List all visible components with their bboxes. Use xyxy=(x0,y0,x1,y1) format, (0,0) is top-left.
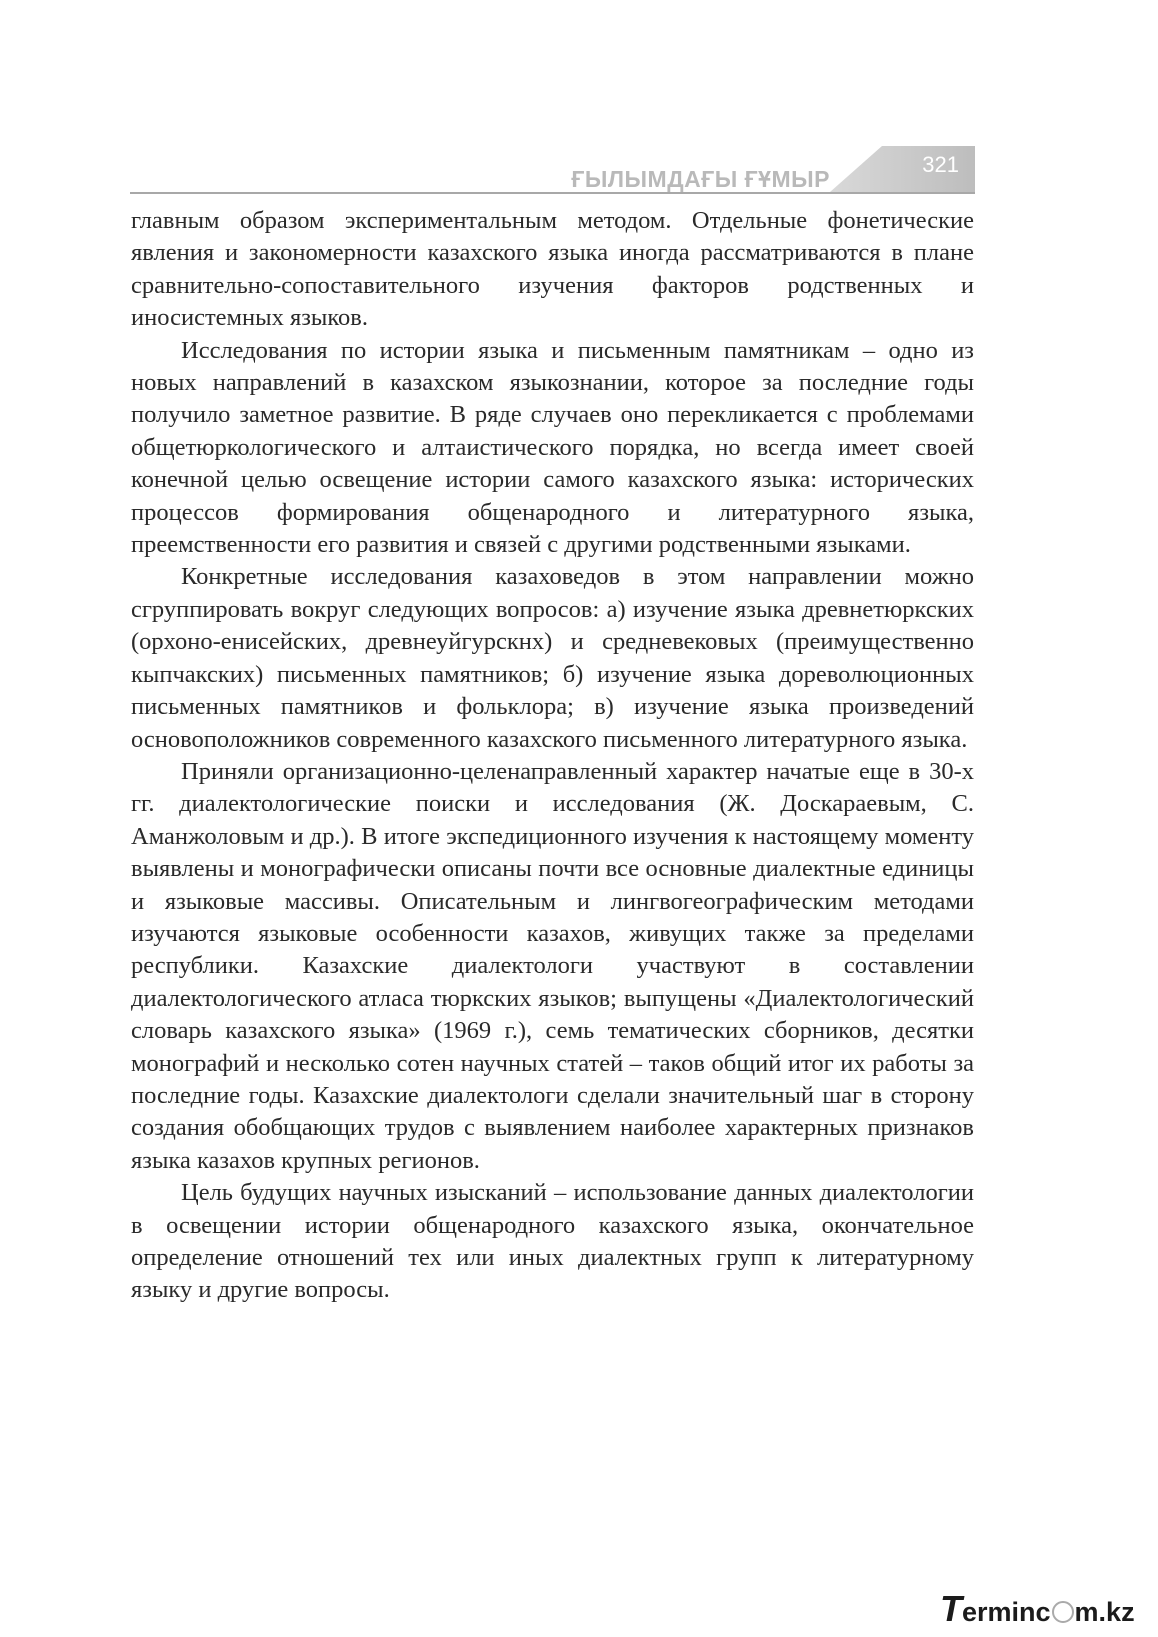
page-number-tab xyxy=(830,146,975,192)
paragraph-4: Приняли организационно-целенаправленный характер начатые еще в 30-х гг. диалектологические поиски и исследования (Ж. Доскараевым, С. Аманжоловым и др.). В итоге экспедиционного изучения к настоящему моменту выявлены и монографически описаны почти все основные диалектные единицы и языковые массивы. Описательным и лингвогеографическим методами изучаются языковые особенности казахов, живущих также за пределами республики. Казахские диалектологи участвуют в составлении диалектологического атласа тюркских языков; выпущены «Диалектологический словарь казахского языка» (1969 г.), семь тематических сборников, десятки монографий и несколько сотен научных статей – таков общий итог их работы за последние годы. Казахские диалектологи сделали значительный шаг в сторону создания обобщающих трудов с выявлением наиболее характерных признаков языка казахов крупных регионов. xyxy=(131,757,974,1174)
watermark-text-2: m.kz xyxy=(1074,1597,1135,1627)
termincom-watermark xyxy=(940,1588,1135,1630)
paragraph-3: Конкретные исследования казаховедов в этом направлении можно сгруппировать вокруг следующих вопросов: а) изучение языка древнетюркских (орхоно-енисейских, древнеуйгурскнх) и средневековых (преимущественно кыпчакских) письменных памятников; б) изучение языка дореволюционных письменных памятников и фольклора; в) изучение языка произведений основоположников современного казахского письменного литературного языка. xyxy=(131,563,974,753)
header-rule xyxy=(130,192,975,194)
page-number: 321 xyxy=(922,152,959,177)
running-header xyxy=(130,146,975,196)
paragraph-5: Цель будущих научных изысканий – использование данных диалектологии в освещении истории общенародного казахского языка, окончательное определение отношений тех или иных диалектных групп к литературному языку и другие вопросы. xyxy=(131,1179,974,1304)
watermark-text-1: erminc xyxy=(962,1597,1051,1627)
paragraph-2: Исследования по истории языка и письменным памятникам – одно из новых направлений в казахском языкознании, которое за последние годы получило заметное развитие. В ряде случаев оно перекликается с проблемами общетюркологического и алтаистического порядка, но всегда имеет своей конечной целью освещение истории самого казахского языка: исторических процессов формирования общенародного и литературного языка, преемственности его развития и связей с другими родственными языками. xyxy=(131,336,974,559)
body-text xyxy=(131,205,974,1307)
header-title: ҒЫЛЫМДАҒЫ ҒҰМЫР xyxy=(571,166,830,192)
watermark-letter: T xyxy=(940,1588,962,1629)
watermark-o-icon xyxy=(1052,1601,1074,1623)
paragraph-1: главным образом экспериментальным методом. Отдельные фонетические явления и закономерности казахского языка иногда рассматриваются в плане сравнительно-сопоставительного изучения факторов родственных и иносистемных языков. xyxy=(131,207,974,332)
